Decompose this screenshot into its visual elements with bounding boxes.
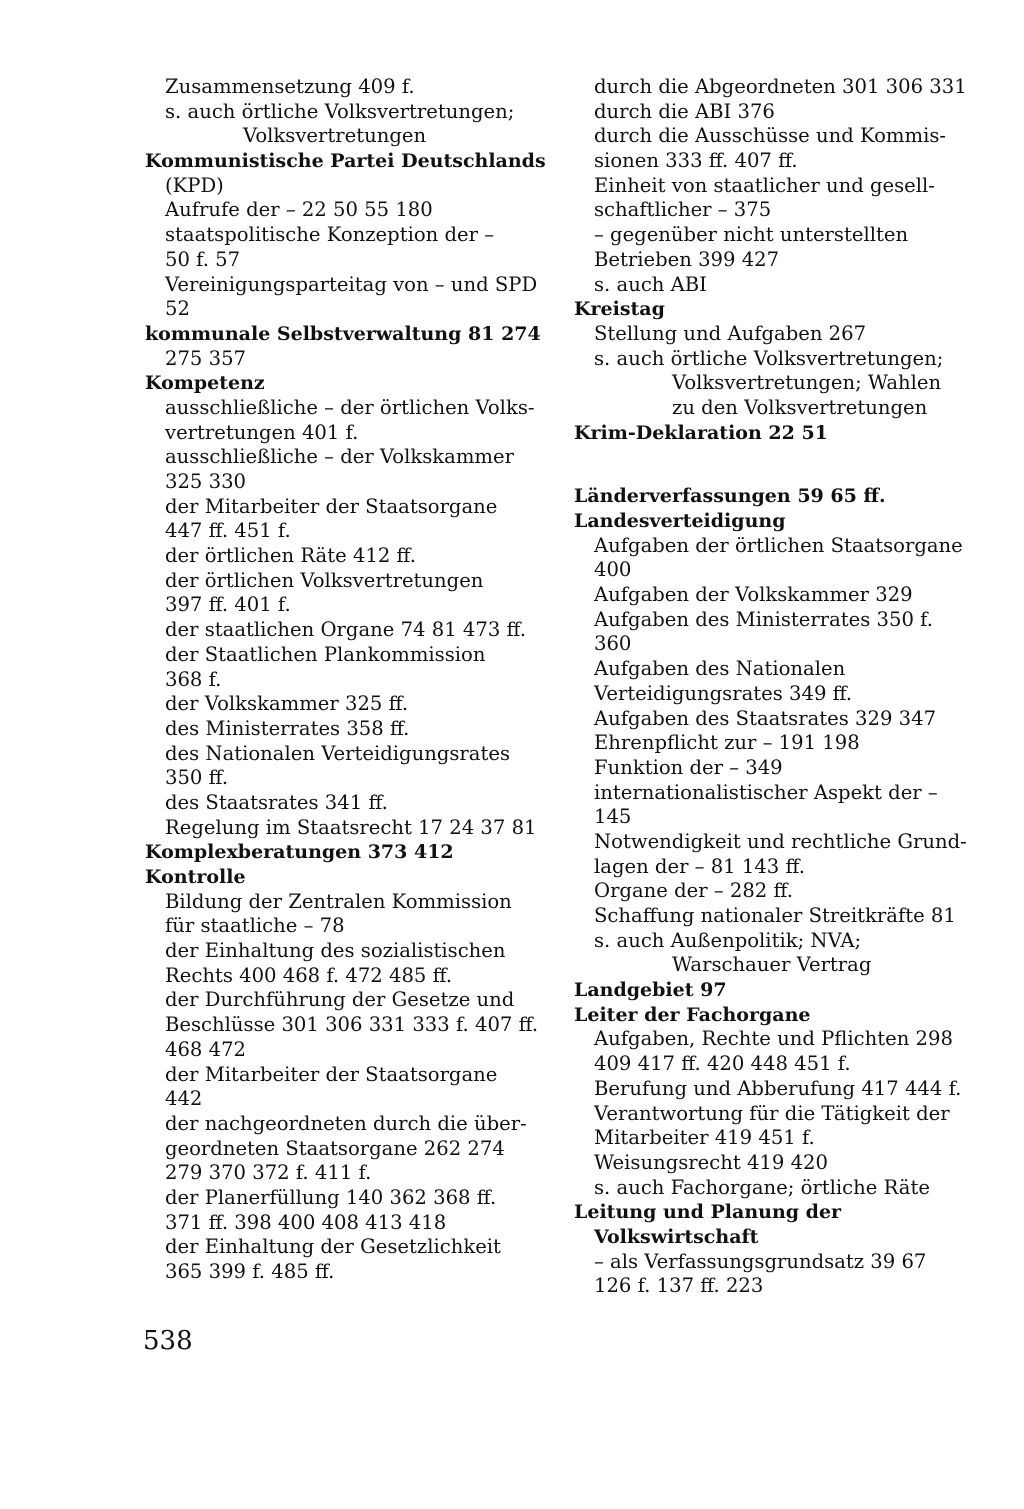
index-subentry: der staatlichen Organe 74 81 473 ff. (165, 618, 526, 642)
index-subentry: 350 ff. (165, 766, 229, 790)
index-subentry: vertretungen 401 f. (165, 420, 359, 444)
index-subentry: Berufung und Abberufung 417 444 f. (594, 1076, 962, 1100)
index-heading: Leiter der Fachorgane (574, 1003, 811, 1026)
index-subentry: 447 ff. 451 f. (165, 519, 291, 543)
index-subentry: der Durchführung der Gesetze und (165, 988, 515, 1012)
index-subentry: 468 472 (165, 1037, 247, 1061)
index-subentry: Regelung im Staatsrecht 17 24 37 81 (165, 815, 537, 839)
index-subentry: der Mitarbeiter der Staatsorgane (165, 494, 498, 518)
index-subentry: der örtlichen Volksvertretungen (165, 568, 484, 592)
index-heading: Landgebiet 97 (574, 979, 727, 1002)
index-subentry: Aufgaben, Rechte und Pflichten 298 (594, 1027, 953, 1051)
index-subentry: der nachgeordneten durch die über- (165, 1111, 527, 1135)
index-subentry: geordneten Staatsorgane 262 274 (165, 1136, 505, 1160)
index-subentry: Einheit von staatlicher und gesell- (594, 173, 935, 197)
index-subentry: 360 (594, 632, 632, 656)
index-heading: Komplexberatungen 373 412 (145, 841, 454, 864)
index-subentry: Beschlüsse 301 306 331 333 f. 407 ff. (165, 1013, 539, 1037)
index-subentry: Volksvertretungen; Wahlen (672, 371, 942, 395)
index-subentry: Weisungsrecht 419 420 (594, 1150, 828, 1174)
index-subentry: sionen 333 ff. 407 ff. (594, 149, 798, 173)
index-subentry: internationalistischer Aspekt der – (594, 780, 938, 804)
index-heading: Krim-Deklaration 22 51 (574, 421, 828, 444)
index-subentry: der Einhaltung der Gesetzlichkeit (165, 1235, 501, 1259)
index-subentry: schaftlicher – 375 (594, 198, 772, 222)
index-subentry: 365 399 f. 485 ff. (165, 1260, 335, 1283)
index-subentry: Mitarbeiter 419 451 f. (594, 1126, 815, 1150)
index-subentry: 400 (594, 558, 632, 582)
index-subentry: durch die ABI 376 (594, 99, 775, 123)
index-subentry: Rechts 400 468 f. 472 485 ff. (165, 963, 453, 987)
index-subentry: 368 f. (165, 667, 222, 691)
index-subentry: zu den Volksvertretungen (672, 395, 928, 419)
index-heading: kommunale Selbstverwaltung 81 274 (145, 322, 541, 345)
index-subentry: des Staatsrates 341 ff. (165, 790, 388, 814)
index-subentry: Bildung der Zentralen Kommission (165, 889, 512, 913)
index-subentry: Zusammensetzung 409 f. (165, 75, 415, 98)
index-heading: Volkswirtschaft (594, 1225, 759, 1248)
index-heading: Landesverteidigung (574, 510, 786, 532)
index-subentry: s. auch örtliche Volksvertretungen; (165, 99, 515, 123)
index-subentry: Aufgaben des Nationalen (594, 657, 846, 681)
index-subentry: s. auch örtliche Volksvertretungen; (594, 346, 944, 370)
index-subentry: 279 370 372 f. 411 f. (165, 1161, 372, 1185)
index-subentry: 52 (165, 297, 190, 321)
left-index-column (143, 75, 548, 1285)
index-subentry: durch die Abgeordneten 301 306 331 (594, 75, 967, 98)
index-subentry: für staatliche – 78 (165, 914, 345, 938)
index-subentry: – gegenüber nicht unterstellten (594, 223, 909, 247)
index-subentry: Aufgaben des Staatsrates 329 347 (594, 706, 937, 730)
index-subentry: Verteidigungsrates 349 ff. (594, 681, 853, 705)
index-subentry: der Staatlichen Plankommission (165, 642, 486, 666)
index-subentry: 275 357 (165, 346, 247, 370)
index-heading: Kontrolle (145, 866, 246, 888)
index-heading: Kompetenz (145, 372, 265, 395)
index-subentry: 409 417 ff. 420 448 451 f. (594, 1052, 851, 1076)
index-subentry: der Planerfüllung 140 362 368 ff. (165, 1185, 497, 1209)
index-subentry: durch die Ausschüsse und Kommis- (594, 124, 947, 148)
index-subentry: der Einhaltung des sozialistischen (165, 939, 506, 963)
index-subentry: lagen der – 81 143 ff. (594, 854, 805, 878)
index-subentry: 325 330 (165, 470, 247, 493)
index-heading: Kreistag (574, 298, 665, 321)
index-heading: Länderverfassungen 59 65 ff. (574, 485, 886, 508)
index-subentry: Aufgaben der örtlichen Staatsorgane (594, 533, 963, 557)
index-subentry: s. auch ABI (594, 272, 707, 296)
index-subentry: des Nationalen Verteidigungsrates (165, 741, 511, 765)
index-heading: Leitung und Planung der (574, 1201, 842, 1224)
index-subentry: der Volkskammer 325 ff. (165, 692, 409, 716)
index-subentry: – als Verfassungsgrundsatz 39 67 (594, 1249, 927, 1273)
index-subentry: des Ministerrates 358 ff. (165, 716, 410, 740)
index-subentry: der örtlichen Räte 412 ff. (165, 544, 416, 568)
index-subentry: Volksvertretungen (243, 124, 427, 148)
index-subentry: 442 (165, 1087, 203, 1111)
index-subentry: Funktion der – 349 (594, 755, 783, 779)
index-subentry: der Mitarbeiter der Staatsorgane (165, 1062, 498, 1086)
index-subentry: 371 ff. 398 400 408 413 418 (165, 1210, 447, 1234)
section-gap (572, 445, 972, 484)
index-subentry: Aufgaben des Ministerrates 350 f. (594, 607, 933, 631)
index-subentry: staatspolitische Konzeption der – (165, 223, 495, 247)
index-subentry: (KPD) (165, 173, 224, 197)
index-subentry: Organe der – 282 ff. (594, 879, 793, 903)
index-subentry: Warschauer Vertrag (672, 953, 872, 977)
index-subentry: s. auch Außenpolitik; NVA; (594, 928, 862, 952)
index-subentry: ausschließliche – der Volkskammer (165, 445, 514, 469)
index-subentry: 145 (594, 805, 632, 829)
index-subentry: Notwendigkeit und rechtliche Grund- (594, 829, 967, 853)
index-subentry: Stellung und Aufgaben 267 (594, 321, 867, 345)
index-subentry: Aufrufe der – 22 50 55 180 (165, 198, 433, 222)
index-subentry: s. auch Fachorgane; örtliche Räte (594, 1175, 930, 1199)
index-subentry: ausschließliche – der örtlichen Volks- (165, 395, 535, 419)
index-subentry: Aufgaben der Volkskammer 329 (594, 583, 913, 607)
index-subentry: Vereinigungsparteitag von – und SPD (165, 272, 538, 296)
index-subentry: 126 f. 137 ff. 223 (594, 1274, 764, 1298)
index-subentry: Verantwortung für die Tätigkeit der (594, 1101, 950, 1125)
index-heading: Kommunistische Partei Deutschlands (145, 150, 546, 173)
index-subentry: 50 f. 57 (165, 247, 241, 271)
index-subentry: 397 ff. 401 f. (165, 593, 291, 617)
index-subentry: Schaffung nationaler Streitkräfte 81 (594, 904, 956, 927)
index-subentry: Ehrenpflicht zur – 191 198 (594, 731, 860, 755)
right-index-column (572, 75, 972, 1299)
index-subentry: Betrieben 399 427 (594, 247, 780, 271)
page-number: 538 (143, 1326, 193, 1356)
